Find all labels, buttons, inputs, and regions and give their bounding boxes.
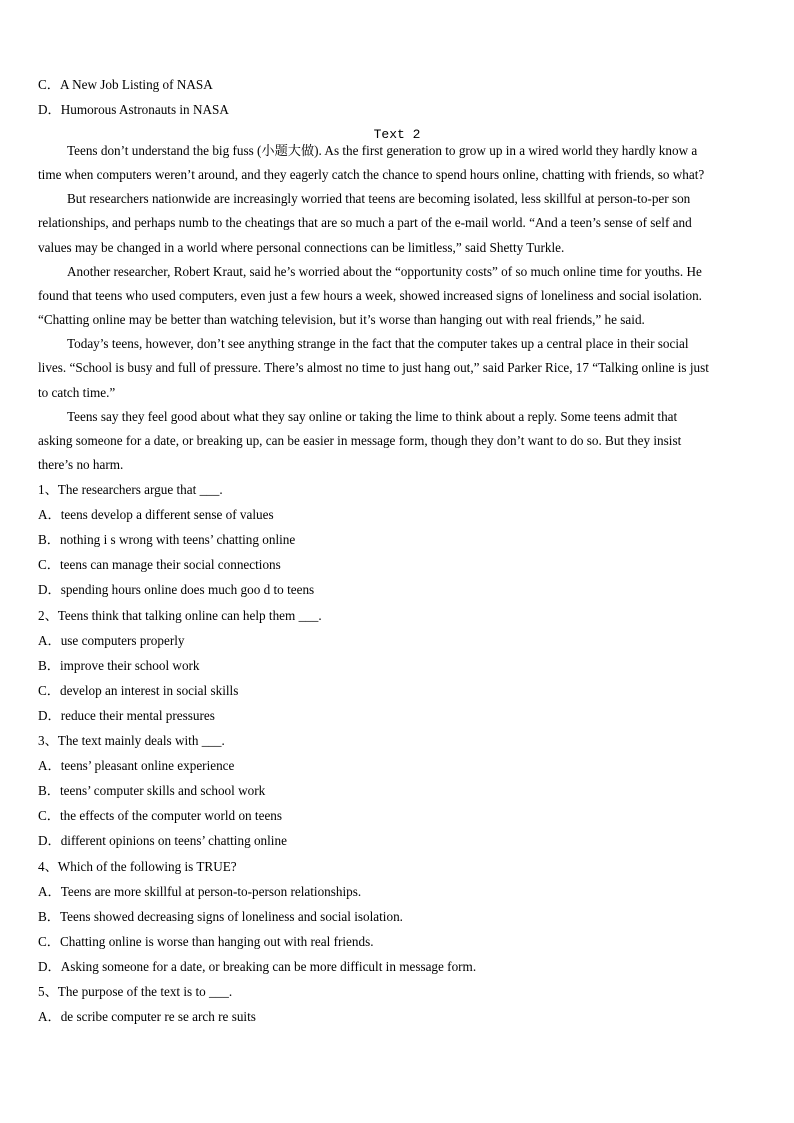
answer-option: A．teens develop a different sense of values: [38, 507, 274, 523]
passage-line: to catch time.”: [38, 384, 116, 400]
passage-line: Another researcher, Robert Kraut, said he’s worried about the “opportunity costs” of so much online time for youths. He: [67, 263, 702, 279]
passage-line: “Chatting online may be better than watching television, but it’s worse than hanging out with real friends,” he said.: [38, 312, 645, 328]
question-stem: 5、The purpose of the text is to ___.: [38, 984, 233, 999]
passage-line: found that teens who used computers, even just a few hours a week, showed increased signs of loneliness and social isolation.: [38, 287, 702, 303]
passage-line: But researchers nationwide are increasingly worried that teens are becoming isolated, less skillful at person-to-per son: [67, 191, 691, 207]
text-title: Text 2: [373, 127, 421, 142]
answer-option: C．develop an interest in social skills: [38, 682, 239, 698]
passage-line: time when computers weren’t around, and they eagerly catch the chance to spend hours online, chatting with friends, so what?: [38, 167, 705, 183]
passage-line: lives. “School is busy and full of pressure. There’s almost no time to just hang out,” said Parker Rice, 17 “Talking online is just: [38, 360, 709, 376]
answer-option: A．Teens are more skillful at person-to-person relationships.: [38, 883, 362, 899]
answer-option: D．different opinions on teens’ chatting online: [38, 833, 287, 849]
answer-option: D．reduce their mental pressures: [38, 707, 215, 723]
answer-option: C．teens can manage their social connections: [38, 557, 281, 573]
question-stem: 2、Teens think that talking online can help them ___.: [38, 607, 322, 623]
passage-line: relationships, and perhaps numb to the cheatings that are so much a part of the e-mail world. “And a teen’s sense of self and: [38, 215, 692, 231]
passage-line: Today’s teens, however, don’t see anything strange in the fact that the computer takes up a central place in their social: [67, 336, 689, 352]
question-stem: 1、The researchers argue that ___.: [38, 482, 223, 497]
question-stem: 3、The text mainly deals with ___.: [38, 733, 225, 748]
answer-option: C．the effects of the computer world on teens: [38, 808, 283, 824]
answer-option: B．nothing i s wrong with teens’ chatting online: [38, 532, 296, 548]
question-stem: 4、Which of the following is TRUE?: [38, 858, 237, 874]
passage-line: Teens say they feel good about what they say online or taking the lime to think about a reply. Some teens admit that: [67, 408, 678, 424]
answer-option: B．teens’ computer skills and school work: [38, 783, 266, 799]
answer-option: A．de scribe computer re se arch re suits: [38, 1009, 256, 1025]
answer-option: C．Chatting online is worse than hanging out with real friends.: [38, 933, 374, 949]
answer-option: B．improve their school work: [38, 657, 200, 673]
passage-line: there’s no harm.: [38, 456, 124, 472]
answer-option: D．spending hours online does much goo d to teens: [38, 582, 315, 598]
option-line: C．A New Job Listing of NASA: [38, 77, 213, 92]
answer-option: B．Teens showed decreasing signs of loneliness and social isolation.: [38, 908, 403, 924]
passage-line: Teens don’t understand the big fuss (小题大做). As the first generation to grow up in a wired world they hardly know a: [67, 143, 698, 158]
answer-option: A．teens’ pleasant online experience: [38, 758, 235, 774]
option-line: D．Humorous Astronauts in NASA: [38, 102, 229, 117]
passage-line: values may be changed in a world where personal connections can be limitless,” said Shetty Turkle.: [38, 239, 565, 255]
answer-option: A．use computers properly: [38, 632, 185, 648]
answer-option: D．Asking someone for a date, or breaking can be more difficult in message form.: [38, 958, 477, 974]
passage-line: asking someone for a date, or breaking up, can be easier in message form, though they don’t want to do so. But they insist: [38, 432, 682, 448]
